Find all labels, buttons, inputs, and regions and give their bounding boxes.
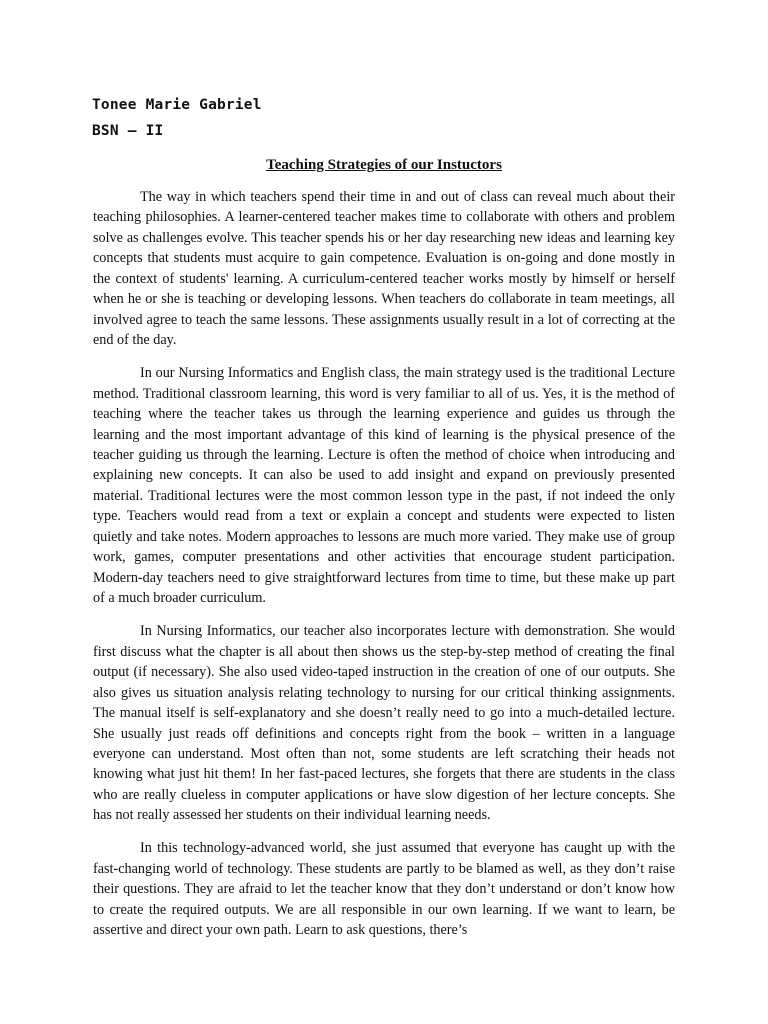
paragraph: In our Nursing Informatics and English class, the main strategy used is the traditional Lecture method. Traditional classroom learning, this word is very familiar to all of us. Yes, it is the method of teaching where the teacher takes us through the learning experience and guides us through the learning and the most important advantage of this kind of learning is the physical presence of the teacher guiding us through the learning. Lecture is often the method of choice when introducing and explaining new concepts. It can also be used to add insight and expand on previously presented material. Traditional lectures were the most common lesson type in the past, if not indeed the only type. Teachers would read from a text or explain a concept and students were expected to listen quietly and take notes. Modern approaches to lessons are much more varied. They make use of group work, games, computer presentations and other activities that encourage student participation. Modern-day teachers need to give straightforward lectures from time to time, but these make up part of a much broader curriculum. xyxy=(93,365,675,607)
author-block xyxy=(92,92,262,144)
paragraph: The way in which teachers spend their time in and out of class can reveal much about their teaching philosophies. A learner-centered teacher makes time to collaborate with others and problem solve as challenges evolve. This teacher spends his or her day researching new ideas and learning key concepts that students must acquire to gain competence. Evaluation is on-going and done mostly in the context of students' learning. A curriculum-centered teacher works mostly by himself or herself when he or she is teaching or developing lessons. When teachers do collaborate in team meetings, all involved agree to teach the same lessons. These assignments usually result in a lot of correcting at the end of the day. xyxy=(93,189,675,349)
author-name: Tonee Marie Gabriel xyxy=(92,97,262,113)
paragraph: In this technology-advanced world, she just assumed that everyone has caught up with the fast-changing world of technology. These students are partly to be blamed as well, as they don’t raise their questions. They are afraid to let the teacher know that they don’t understand or don’t know how to create the required outputs. We are all responsible in our own learning. If we want to learn, be assertive and direct your own path. Learn to ask questions, there’s xyxy=(93,840,675,939)
paragraph: In Nursing Informatics, our teacher also incorporates lecture with demonstration. She would first discuss what the chapter is all about then shows us the step-by-step method of creating the final output (if necessary). She also used video-taped instruction in the creation of one of our outputs. She also gives us situation analysis relating technology to nursing for our critical thinking assignments. The manual itself is self-explanatory and she doesn’t really need to go into a much-detailed lecture. She usually just reads off definitions and concepts right from the book – written in a language everyone can understand. Most often than not, some students are left scratching their heads not knowing what just hit them! In her fast-paced lectures, she forgets that there are students in the class who are really clueless in computer applications or have slow digestion of her lecture concepts. She has not really assessed her students on their individual learning needs. xyxy=(93,623,675,824)
document-body xyxy=(93,187,675,953)
course-label: BSN – II xyxy=(92,123,164,139)
document-title: Teaching Strategies of our Instuctors xyxy=(266,157,502,173)
